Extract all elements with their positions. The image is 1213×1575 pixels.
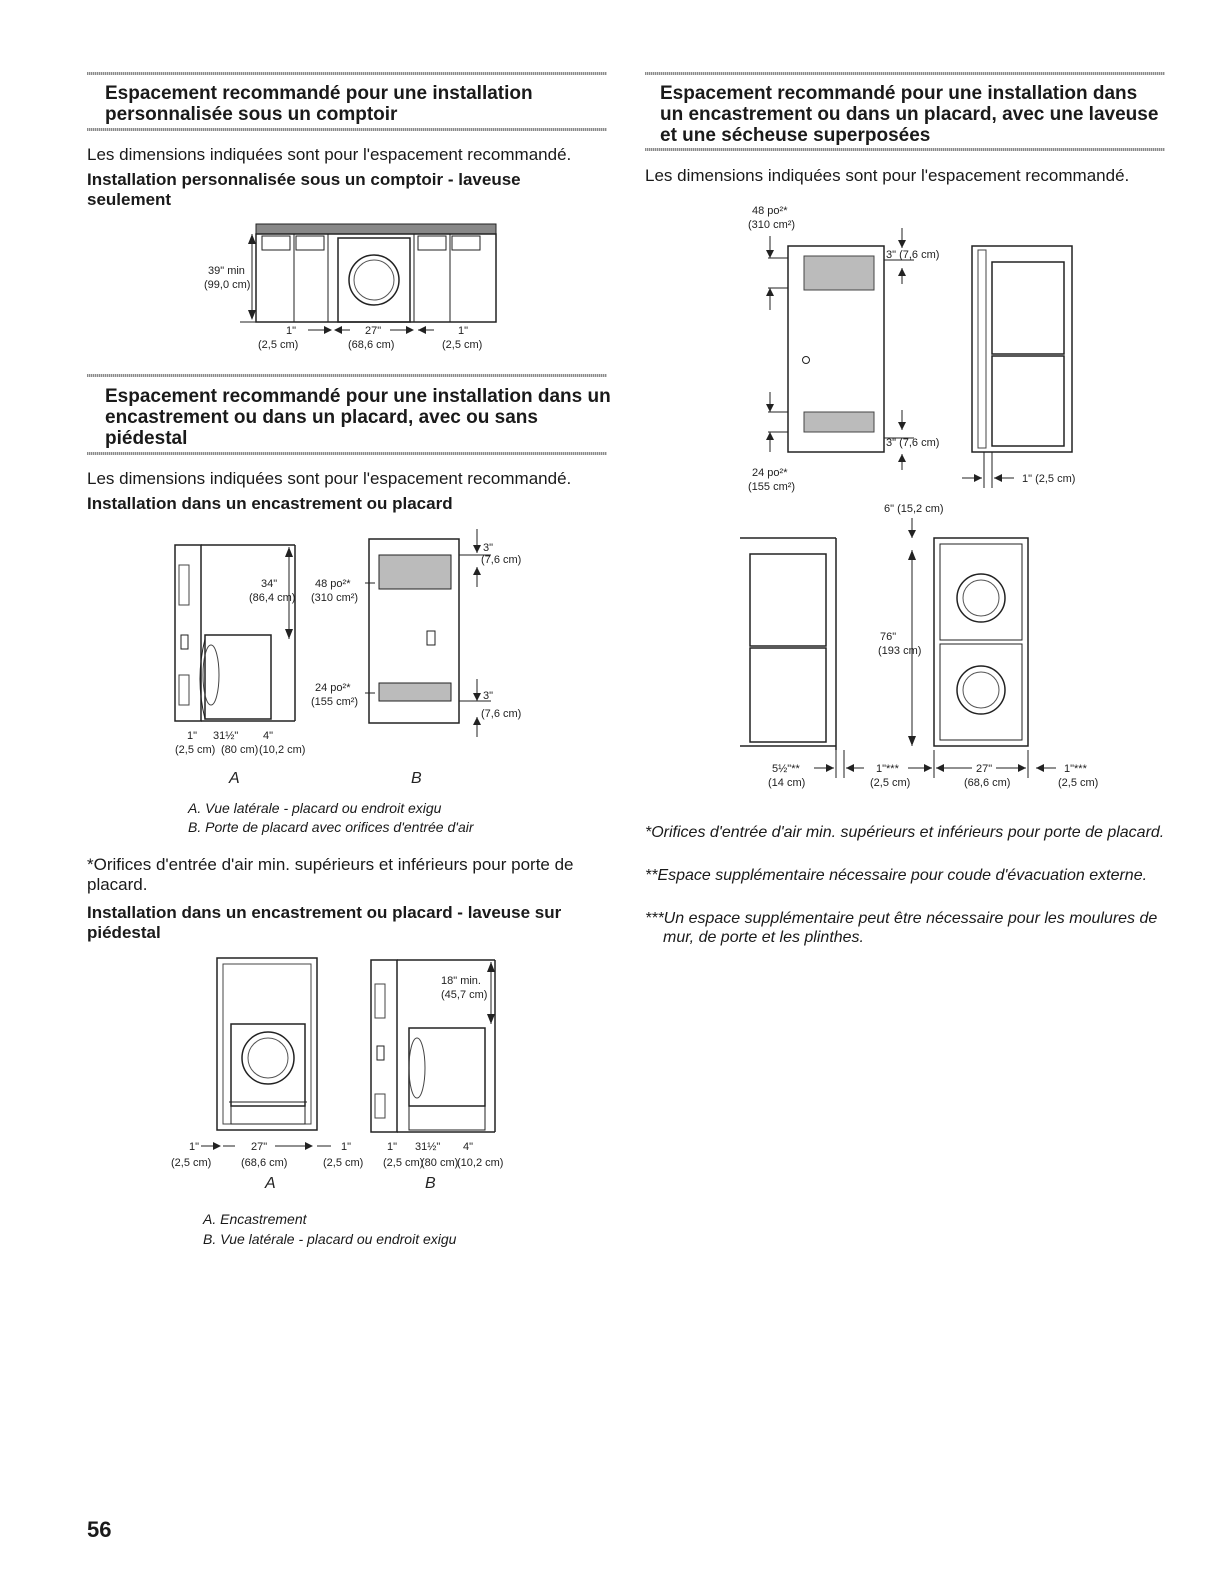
- dim-2a-center: 27": [251, 1141, 268, 1153]
- dim-2b-d3: 4": [463, 1141, 474, 1153]
- dim-2b-top-cm: (45,7 cm): [441, 989, 488, 1001]
- dim-b-top-area: 48 po²*: [315, 578, 351, 590]
- note-3: ***Un espace supplémentaire peut être nécessaire pour les moulures de mur, de porte et les plinthes.: [645, 910, 1158, 946]
- dim-2b-d2: 31½": [415, 1141, 441, 1153]
- dim-stack-height: 76": [880, 631, 897, 643]
- dim-door-bot-area-cm: (155 cm²): [748, 481, 796, 493]
- dim-right: 1": [458, 325, 469, 337]
- dim-2b-d1-cm: (2,5 cm): [383, 1157, 424, 1169]
- note-1: *Orifices d'entrée d'air min. supérieurs et inférieurs pour porte de placard.: [645, 824, 1165, 841]
- stacked-diagram: [740, 198, 1110, 798]
- section-rule: [87, 374, 607, 377]
- dim-2a-left-cm: (2,5 cm): [171, 1157, 212, 1169]
- dim-left: 1": [286, 325, 297, 337]
- dim-door-bot-area: 24 po²*: [752, 467, 788, 479]
- dim-b-top-area-cm: (310 cm²): [311, 592, 359, 604]
- subheading-undercounter: Installation personnalisée sous un comptoir - laveuse seulement: [87, 170, 521, 209]
- dim-stack-d1-cm: (14 cm): [768, 777, 806, 789]
- dim-stack-d4: 1"***: [1064, 763, 1087, 775]
- intro-text: Les dimensions indiquées sont pour l'espacement recommandé.: [87, 145, 572, 164]
- footnote: *Orifices d'entrée d'air min. supérieurs et inférieurs pour porte de placard.: [87, 855, 574, 894]
- section-rule: [645, 148, 1165, 151]
- dim-door-top-area-cm: (310 cm²): [748, 219, 796, 231]
- dim-a-d1: 1": [187, 730, 198, 742]
- dim-2a-center-cm: (68,6 cm): [241, 1157, 288, 1169]
- undercounter-diagram: [190, 218, 510, 358]
- section-heading-closet: Espacement recommandé pour une installation dans un encastrement ou dans un placard, avec ou sans piédestal: [105, 386, 611, 449]
- dim-stack-d2: 1"***: [876, 763, 899, 775]
- dim-a-d3-cm: (10,2 cm): [259, 744, 306, 756]
- dim-stack-d3-cm: (68,6 cm): [964, 777, 1011, 789]
- label-a: A: [265, 1175, 276, 1190]
- subheading-closet: Installation dans un encastrement ou placard: [87, 494, 453, 513]
- dim-2a-right: 1": [341, 1141, 352, 1153]
- caption2-b: B. Vue latérale - placard ou endroit exigu: [203, 1231, 457, 1247]
- dim-a-d1-cm: (2,5 cm): [175, 744, 216, 756]
- section-rule: [87, 452, 607, 455]
- dim-a-d3: 4": [263, 730, 274, 742]
- dim-a-d2-cm: (80 cm): [221, 744, 259, 756]
- label-a: A: [229, 770, 240, 787]
- dim-height: 39" min: [208, 265, 245, 277]
- pedestal-diagram: [165, 950, 565, 1190]
- label-b: B: [425, 1175, 436, 1190]
- dim-stack-d2-cm: (2,5 cm): [870, 777, 911, 789]
- dim-side-gap: 1" (2,5 cm): [1022, 473, 1076, 485]
- section-rule: [87, 128, 607, 131]
- dim-b-bot-area: 24 po²*: [315, 682, 351, 694]
- dim-door-top-area: 48 po²*: [752, 205, 788, 217]
- dim-2b-d3-cm: (10,2 cm): [457, 1157, 504, 1169]
- page-number: 56: [87, 1517, 112, 1542]
- dim-2b-top: 18" min.: [441, 975, 481, 987]
- dim-stack-d4-cm: (2,5 cm): [1058, 777, 1099, 789]
- dim-height-cm: (99,0 cm): [204, 279, 251, 291]
- note-2: **Espace supplémentaire nécessaire pour coude d'évacuation externe.: [645, 867, 1148, 884]
- dim-door-bot-gap: 3" (7,6 cm): [886, 437, 940, 449]
- dim-stack-d1: 5½"**: [772, 763, 800, 775]
- dim-2b-d1: 1": [387, 1141, 398, 1153]
- intro-text: Les dimensions indiquées sont pour l'espacement recommandé.: [645, 166, 1130, 185]
- dim-2a-right-cm: (2,5 cm): [323, 1157, 364, 1169]
- caption-a: A. Vue latérale - placard ou endroit exigu: [188, 800, 442, 816]
- dim-a-height: 34": [261, 578, 278, 590]
- dim-2a-left: 1": [189, 1141, 200, 1153]
- closet-diagram: [165, 525, 565, 795]
- dim-stack-height-cm: (193 cm): [878, 645, 922, 657]
- intro-text: Les dimensions indiquées sont pour l'espacement recommandé.: [87, 469, 572, 488]
- dim-center-cm: (68,6 cm): [348, 339, 395, 351]
- dim-rear: 6" (15,2 cm): [884, 503, 944, 515]
- dim-stack-d3: 27": [976, 763, 993, 775]
- dim-door-top-gap: 3" (7,6 cm): [886, 249, 940, 261]
- dim-b-bot-gap: 3": [483, 690, 494, 702]
- section-rule: [87, 72, 607, 75]
- section-heading-undercounter: Espacement recommandé pour une installation personnalisée sous un comptoir: [105, 83, 533, 125]
- label-b: B: [411, 770, 422, 787]
- dim-a-d2: 31½": [213, 730, 239, 742]
- subheading-pedestal: Installation dans un encastrement ou placard - laveuse sur piédestal: [87, 903, 562, 942]
- section-rule: [645, 72, 1165, 75]
- caption-b: B. Porte de placard avec orifices d'entrée d'air: [188, 819, 474, 835]
- dim-left-cm: (2,5 cm): [258, 339, 299, 351]
- dim-2b-d2-cm: (80 cm): [421, 1157, 459, 1169]
- dim-center: 27": [365, 325, 382, 337]
- caption2-a: A. Encastrement: [203, 1211, 307, 1227]
- dim-right-cm: (2,5 cm): [442, 339, 483, 351]
- dim-b-bot-area-cm: (155 cm²): [311, 696, 359, 708]
- section-heading-stacked: Espacement recommandé pour une installation dans un encastrement ou dans un placard, avec une laveuse et une sécheuse superposées: [660, 83, 1159, 146]
- dim-b-top-gap: 3": [483, 542, 494, 554]
- dim-a-height-cm: (86,4 cm): [249, 592, 296, 604]
- dim-b-bot-gap-cm: (7,6 cm): [481, 708, 522, 720]
- dim-b-top-gap-cm: (7,6 cm): [481, 554, 522, 566]
